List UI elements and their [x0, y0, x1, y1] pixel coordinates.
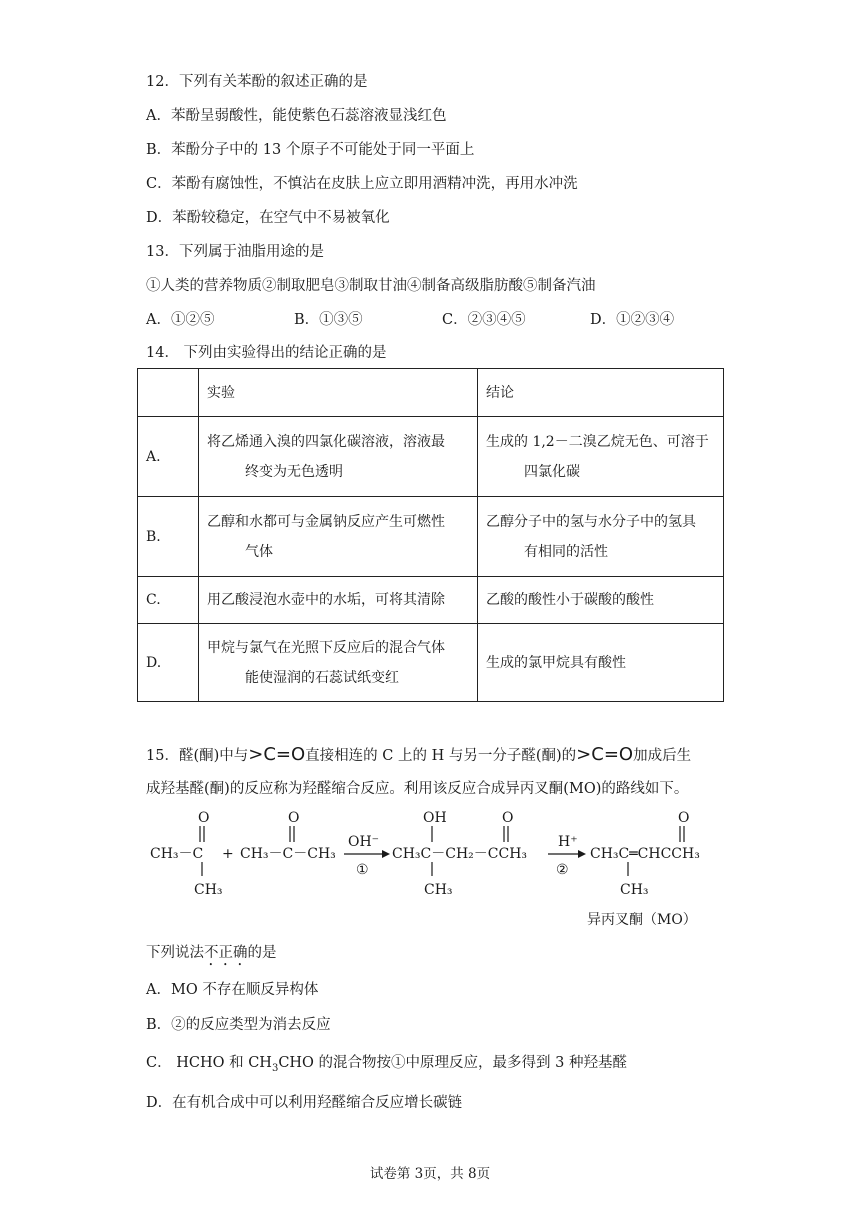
row-conclusion [478, 417, 724, 497]
reaction-scheme [142, 808, 732, 928]
q13-option-c: C．②③④⑤ [442, 312, 526, 328]
header-conclusion: 结论 [478, 369, 724, 417]
conclusion-line: 乙醇分子中的氢与水分子中的氢具 [486, 513, 696, 530]
scheme-step2: ② [556, 862, 569, 878]
experiment-line: 终变为无色透明 [245, 463, 343, 480]
row-conclusion: 生成的氯甲烷具有酸性 [478, 624, 724, 702]
scheme-o: O [678, 810, 690, 826]
experiment-table [137, 368, 724, 702]
table-row [138, 497, 724, 577]
row-experiment: 用乙酸浸泡水壶中的水垢，可将其清除 [199, 577, 478, 624]
scheme-o: O [502, 810, 514, 826]
scheme-ch3: CH₃ [424, 882, 453, 898]
row-label: C. [138, 577, 199, 624]
q13-list: ①人类的营养物质②制取肥皂③制取甘油④制备高级脂肪酸⑤制备汽油 [146, 278, 596, 294]
experiment-line: 将乙烯通入溴的四氯化碳溶液，溶液最 [207, 433, 445, 450]
q15-option-c-post: CHO 的混合物按①中原理反应，最多得到 3 种羟基醛 [278, 1055, 627, 1071]
table-row [138, 577, 724, 624]
q12-option-d: D．苯酚较稳定，在空气中不易被氧化 [146, 210, 390, 226]
experiment-line: 乙醇和水都可与金属钠反应产生可燃性 [207, 513, 445, 530]
carbonyl-group: >C=O [248, 744, 306, 765]
row-label: D. [138, 624, 199, 702]
q12-option-b: B．苯酚分子中的 13 个原子不可能处于同一平面上 [146, 142, 475, 158]
row-experiment [199, 624, 478, 702]
q13-option-a: A．①②⑤ [146, 312, 215, 328]
table-row [138, 624, 724, 702]
q15-option-a: A．MO 不存在顺反异构体 [146, 982, 319, 998]
table-row [138, 417, 724, 497]
scheme-r2: CH₃－C－CH₃ [240, 846, 336, 862]
q15-text-1: 15．醛(酮)中与 [146, 748, 249, 764]
experiment-line: 气体 [245, 543, 273, 560]
row-label: B. [138, 497, 199, 577]
q15-option-c-pre: C． HCHO 和 CH [146, 1055, 272, 1071]
q15-text-3: 加成后生 [633, 748, 692, 764]
q13-option-b: B．①③⑤ [294, 312, 363, 328]
conclusion-line: 有相同的活性 [524, 543, 608, 560]
experiment-line: 甲烷与氯气在光照下反应后的混合气体 [207, 639, 445, 656]
scheme-o: O [198, 810, 210, 826]
scheme-r1: CH₃－C [150, 846, 204, 862]
q12-option-a: A．苯酚呈弱酸性，能使紫色石蕊溶液显浅红色 [146, 108, 447, 124]
q13-stem: 13．下列属于油脂用途的是 [146, 244, 324, 260]
q15-ask-post: 的是 [247, 945, 277, 961]
table-header-row [138, 369, 724, 417]
scheme-cond1: OH⁻ [348, 834, 380, 850]
carbonyl-group: >C=O [576, 744, 634, 765]
page-footer: 试卷第 3页，共 8页 [369, 1166, 491, 1182]
scheme-p1: CH₃C－CH₂－CCH₃ [392, 846, 528, 862]
q15-option-c-sub: 3 [271, 1062, 279, 1074]
q15-ask-emphasis: 不正确 [204, 945, 248, 961]
q15-question [146, 943, 277, 969]
experiment-line: 能使湿润的石蕊试纸变红 [245, 669, 399, 686]
q15-text-4: 成羟基醛(酮)的反应称为羟醛缩合反应。利用该反应合成异丙叉酮(MO)的路线如下。 [146, 781, 689, 797]
q13-option-d: D．①②③④ [590, 312, 675, 328]
q15-option-d: D．在有机合成中可以利用羟醛缩合反应增长碳链 [146, 1095, 463, 1111]
scheme-oh: OH [423, 810, 447, 826]
scheme-step1: ① [356, 862, 369, 878]
row-label: A. [138, 417, 199, 497]
product-name: 异丙叉酮（MO） [587, 912, 697, 928]
q15-ask-pre: 下列说法 [146, 945, 204, 961]
q12-stem: 12．下列有关苯酚的叙述正确的是 [146, 74, 368, 90]
scheme-cond2: H⁺ [558, 834, 578, 850]
q15-text-2: 直接相连的 C 上的 H 与另一分子醛(酮)的 [305, 748, 577, 764]
q14-stem: 14． 下列由实验得出的结论正确的是 [146, 345, 387, 361]
header-experiment: 实验 [199, 369, 478, 417]
scheme-ch3: CH₃ [194, 882, 223, 898]
q15-option-c [146, 1053, 627, 1079]
q15-intro [146, 738, 746, 806]
row-experiment [199, 497, 478, 577]
header-label [138, 369, 199, 417]
row-conclusion: 乙酸的酸性小于碳酸的酸性 [478, 577, 724, 624]
q12-option-c: C．苯酚有腐蚀性，不慎沾在皮肤上应立即用酒精冲洗，再用水冲洗 [146, 176, 578, 192]
scheme-ch3: CH₃ [620, 882, 649, 898]
row-experiment [199, 417, 478, 497]
scheme-o: O [288, 810, 300, 826]
scheme-p2: CH₃C═CHCCH₃ [590, 846, 700, 862]
q15-option-b: B．②的反应类型为消去反应 [146, 1017, 331, 1033]
row-conclusion [478, 497, 724, 577]
scheme-plus: + [222, 846, 234, 862]
conclusion-line: 生成的 1,2－二溴乙烷无色、可溶于 [486, 433, 709, 450]
conclusion-line: 四氯化碳 [524, 463, 580, 480]
